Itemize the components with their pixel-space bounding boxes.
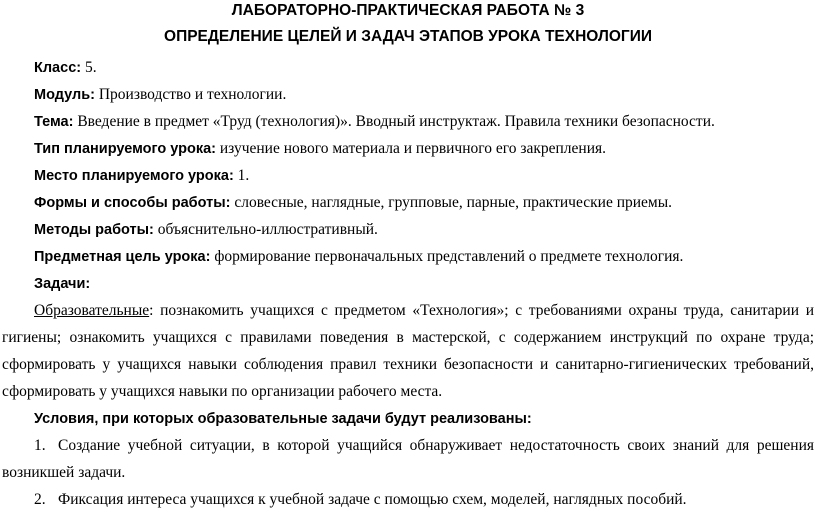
document-title: ЛАБОРАТОРНО-ПРАКТИЧЕСКАЯ РАБОТА № 3 [231, 2, 585, 19]
topic-field [2, 108, 814, 135]
topic-label: Тема: [34, 114, 74, 130]
module-label: Модуль: [34, 87, 95, 103]
place-label: Место планируемого урока: [34, 168, 234, 184]
condition-text: Фиксация интереса учащихся к учебной задаче с помощью схем, моделей, наглядных пособий. [58, 491, 687, 508]
methods-value: объяснительно-иллюстративный. [153, 221, 378, 238]
condition-item [2, 486, 814, 513]
tasks-label: Задачи: [34, 276, 91, 292]
forms-value: словесные, наглядные, групповые, парные, практические приемы. [230, 194, 673, 211]
forms-field [2, 189, 814, 216]
methods-label: Методы работы: [34, 222, 154, 238]
methods-field [2, 216, 814, 243]
document-subtitle: ОПРЕДЕЛЕНИЕ ЦЕЛЕЙ И ЗАДАЧ ЭТАПОВ УРОКА ТЕХНОЛОГИИ [164, 28, 652, 45]
topic-value: Введение в предмет «Труд (технология)». Вводный инструктаж. Правила техники безопасности. [73, 113, 715, 130]
class-value: 5. [81, 59, 97, 76]
educational-tasks-paragraph [2, 297, 814, 405]
condition-item [2, 432, 814, 486]
forms-label: Формы и способы работы: [34, 195, 231, 211]
educational-text: : познакомить учащихся с предметом «Технология»; с требованиями охраны труда, санитарии и гигиены; ознакомить учащихся с правилами поведения в мастерской, с содержанием инструкций по охране труда; сформировать у учащихся навыки соблюдения правил техники безопасности и санитарно-гигиенических требований, сформировать у учащихся навыки по организации рабочего места. [2, 302, 814, 400]
module-value: Производство и технологии. [94, 86, 287, 103]
conditions-heading [2, 405, 814, 432]
goal-value: формирование первоначальных представлений о предмете технология. [210, 248, 684, 265]
condition-number: 1. [34, 437, 46, 454]
tasks-heading [2, 270, 814, 297]
lesson-type-field [2, 135, 814, 162]
place-value: 1. [233, 167, 250, 184]
goal-label: Предметная цель урока: [34, 249, 211, 265]
lesson-type-label: Тип планируемого урока: [34, 141, 216, 157]
module-field [2, 81, 814, 108]
lesson-type-value: изучение нового материала и первичного его закрепления. [216, 140, 607, 157]
class-field [2, 54, 814, 81]
condition-text: Создание учебной ситуации, в которой учащийся обнаруживает недостаточность своих знаний для решения возникшей задачи. [2, 437, 814, 481]
class-label: Класс: [34, 60, 82, 76]
condition-number: 2. [34, 491, 46, 508]
goal-field [2, 243, 814, 270]
educational-label: Образовательные [34, 302, 150, 319]
place-field [2, 162, 814, 189]
conditions-label: Условия, при которых образовательные задачи будут реализованы: [34, 411, 532, 427]
